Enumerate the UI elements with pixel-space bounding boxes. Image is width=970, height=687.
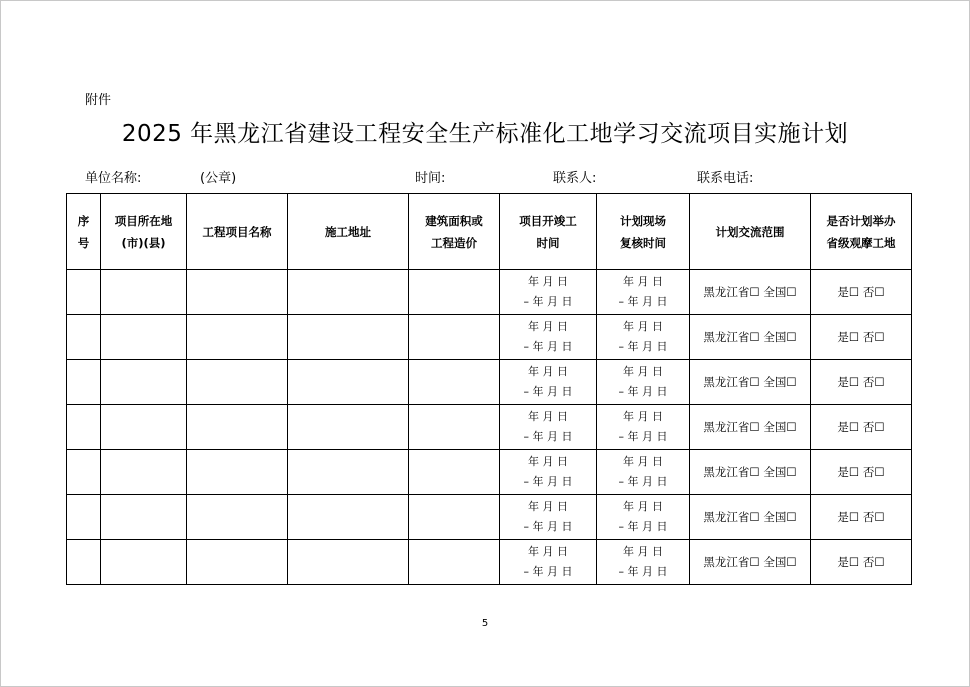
date-line-end: – 年 月 日: [523, 475, 573, 488]
table-row: [67, 495, 912, 540]
date-line-end: – 年 月 日: [618, 475, 668, 488]
cell-index: [67, 540, 101, 585]
date-line-start: 年 月 日: [623, 545, 663, 558]
scope-checkboxes[interactable]: 黑龙江省☐ 全国☐: [703, 375, 797, 389]
scope-checkboxes[interactable]: 黑龙江省☐ 全国☐: [703, 330, 797, 344]
cell-review-time: [597, 270, 690, 315]
col-header-project-name: 工程项目名称: [187, 194, 288, 270]
cell-address: [288, 315, 409, 360]
cell-observation: [811, 270, 912, 315]
date-line-start: 年 月 日: [623, 500, 663, 513]
phone-label: 联系电话:: [697, 171, 754, 186]
table-row: [67, 360, 912, 405]
cell-address: [288, 495, 409, 540]
date-line-start: 年 月 日: [623, 455, 663, 468]
cell-location: [101, 495, 187, 540]
cell-scope: [690, 540, 811, 585]
col-header-exchange-scope: 计划交流范围: [690, 194, 811, 270]
cell-project-name: [187, 360, 288, 405]
cell-project-name: [187, 405, 288, 450]
cell-area-cost: [409, 450, 500, 495]
cell-scope: [690, 405, 811, 450]
yes-no-checkboxes[interactable]: 是☐ 否☐: [837, 420, 885, 434]
cell-location: [101, 540, 187, 585]
stamp-label: (公章): [200, 171, 237, 186]
col-header-index: 序 号: [67, 194, 101, 270]
cell-index: [67, 270, 101, 315]
cell-review-time: [597, 540, 690, 585]
date-line-start: 年 月 日: [528, 500, 568, 513]
contact-label: 联系人:: [553, 171, 597, 186]
scope-checkboxes[interactable]: 黑龙江省☐ 全国☐: [703, 510, 797, 524]
cell-project-name: [187, 315, 288, 360]
yes-no-checkboxes[interactable]: 是☐ 否☐: [837, 375, 885, 389]
date-line-end: – 年 月 日: [523, 430, 573, 443]
date-line-start: 年 月 日: [528, 545, 568, 558]
cell-project-name: [187, 540, 288, 585]
cell-index: [67, 450, 101, 495]
cell-index: [67, 405, 101, 450]
date-line-end: – 年 月 日: [618, 430, 668, 443]
cell-location: [101, 315, 187, 360]
cell-scope: [690, 360, 811, 405]
page-number: 5: [481, 618, 489, 629]
date-line-end: – 年 月 日: [523, 565, 573, 578]
date-line-start: 年 月 日: [623, 275, 663, 288]
date-line-end: – 年 月 日: [523, 295, 573, 308]
cell-location: [101, 405, 187, 450]
col-header-start-finish: 项目开竣工 时间: [500, 194, 597, 270]
cell-area-cost: [409, 405, 500, 450]
cell-address: [288, 270, 409, 315]
cell-area-cost: [409, 495, 500, 540]
date-line-start: 年 月 日: [528, 410, 568, 423]
cell-review-time: [597, 450, 690, 495]
date-line-end: – 年 月 日: [523, 385, 573, 398]
yes-no-checkboxes[interactable]: 是☐ 否☐: [837, 330, 885, 344]
attachment-label: 附件: [85, 93, 112, 108]
cell-address: [288, 450, 409, 495]
col-header-location: 项目所在地 (市)(县): [101, 194, 187, 270]
date-line-start: 年 月 日: [623, 365, 663, 378]
col-header-observation: 是否计划举办 省级观摩工地: [811, 194, 912, 270]
col-header-area-cost: 建筑面积或 工程造价: [409, 194, 500, 270]
scope-checkboxes[interactable]: 黑龙江省☐ 全国☐: [703, 555, 797, 569]
cell-observation: [811, 540, 912, 585]
table-row: [67, 315, 912, 360]
cell-index: [67, 315, 101, 360]
date-line-end: – 年 月 日: [618, 295, 668, 308]
table-row: [67, 270, 912, 315]
date-line-start: 年 月 日: [528, 455, 568, 468]
cell-index: [67, 360, 101, 405]
scope-checkboxes[interactable]: 黑龙江省☐ 全国☐: [703, 285, 797, 299]
cell-location: [101, 270, 187, 315]
cell-observation: [811, 450, 912, 495]
document-title: 2025 年黑龙江省建设工程安全生产标准化工地学习交流项目实施计划: [121, 121, 849, 147]
plan-table: [66, 193, 912, 585]
cell-scope: [690, 270, 811, 315]
cell-observation: [811, 405, 912, 450]
unit-name-label: 单位名称:: [85, 171, 142, 186]
cell-observation: [811, 360, 912, 405]
cell-index: [67, 495, 101, 540]
cell-start-finish: [500, 540, 597, 585]
yes-no-checkboxes[interactable]: 是☐ 否☐: [837, 555, 885, 569]
col-header-review-time: 计划现场 复核时间: [597, 194, 690, 270]
cell-address: [288, 540, 409, 585]
cell-scope: [690, 315, 811, 360]
cell-observation: [811, 495, 912, 540]
cell-review-time: [597, 405, 690, 450]
scope-checkboxes[interactable]: 黑龙江省☐ 全国☐: [703, 420, 797, 434]
cell-start-finish: [500, 270, 597, 315]
date-line-end: – 年 月 日: [618, 340, 668, 353]
table-row: [67, 450, 912, 495]
cell-scope: [690, 495, 811, 540]
cell-project-name: [187, 450, 288, 495]
cell-area-cost: [409, 315, 500, 360]
date-line-start: 年 月 日: [623, 410, 663, 423]
date-line-end: – 年 月 日: [523, 520, 573, 533]
scope-checkboxes[interactable]: 黑龙江省☐ 全国☐: [703, 465, 797, 479]
cell-project-name: [187, 495, 288, 540]
table-body: [67, 270, 912, 585]
cell-area-cost: [409, 540, 500, 585]
yes-no-checkboxes[interactable]: 是☐ 否☐: [837, 285, 885, 299]
cell-start-finish: [500, 405, 597, 450]
cell-start-finish: [500, 315, 597, 360]
col-header-address: 施工地址: [288, 194, 409, 270]
cell-observation: [811, 315, 912, 360]
cell-location: [101, 360, 187, 405]
header-row: [67, 194, 912, 270]
cell-review-time: [597, 360, 690, 405]
date-line-start: 年 月 日: [528, 320, 568, 333]
yes-no-checkboxes[interactable]: 是☐ 否☐: [837, 510, 885, 524]
date-line-end: – 年 月 日: [618, 565, 668, 578]
date-line-start: 年 月 日: [528, 275, 568, 288]
cell-area-cost: [409, 360, 500, 405]
cell-project-name: [187, 270, 288, 315]
cell-start-finish: [500, 450, 597, 495]
cell-address: [288, 360, 409, 405]
time-label: 时间:: [415, 171, 446, 186]
date-line-end: – 年 月 日: [618, 385, 668, 398]
table-row: [67, 540, 912, 585]
cell-area-cost: [409, 270, 500, 315]
date-line-end: – 年 月 日: [618, 520, 668, 533]
cell-review-time: [597, 315, 690, 360]
date-line-start: 年 月 日: [623, 320, 663, 333]
table-row: [67, 405, 912, 450]
date-line-start: 年 月 日: [528, 365, 568, 378]
cell-review-time: [597, 495, 690, 540]
cell-start-finish: [500, 360, 597, 405]
cell-start-finish: [500, 495, 597, 540]
cell-scope: [690, 450, 811, 495]
yes-no-checkboxes[interactable]: 是☐ 否☐: [837, 465, 885, 479]
date-line-end: – 年 月 日: [523, 340, 573, 353]
cell-address: [288, 405, 409, 450]
cell-location: [101, 450, 187, 495]
